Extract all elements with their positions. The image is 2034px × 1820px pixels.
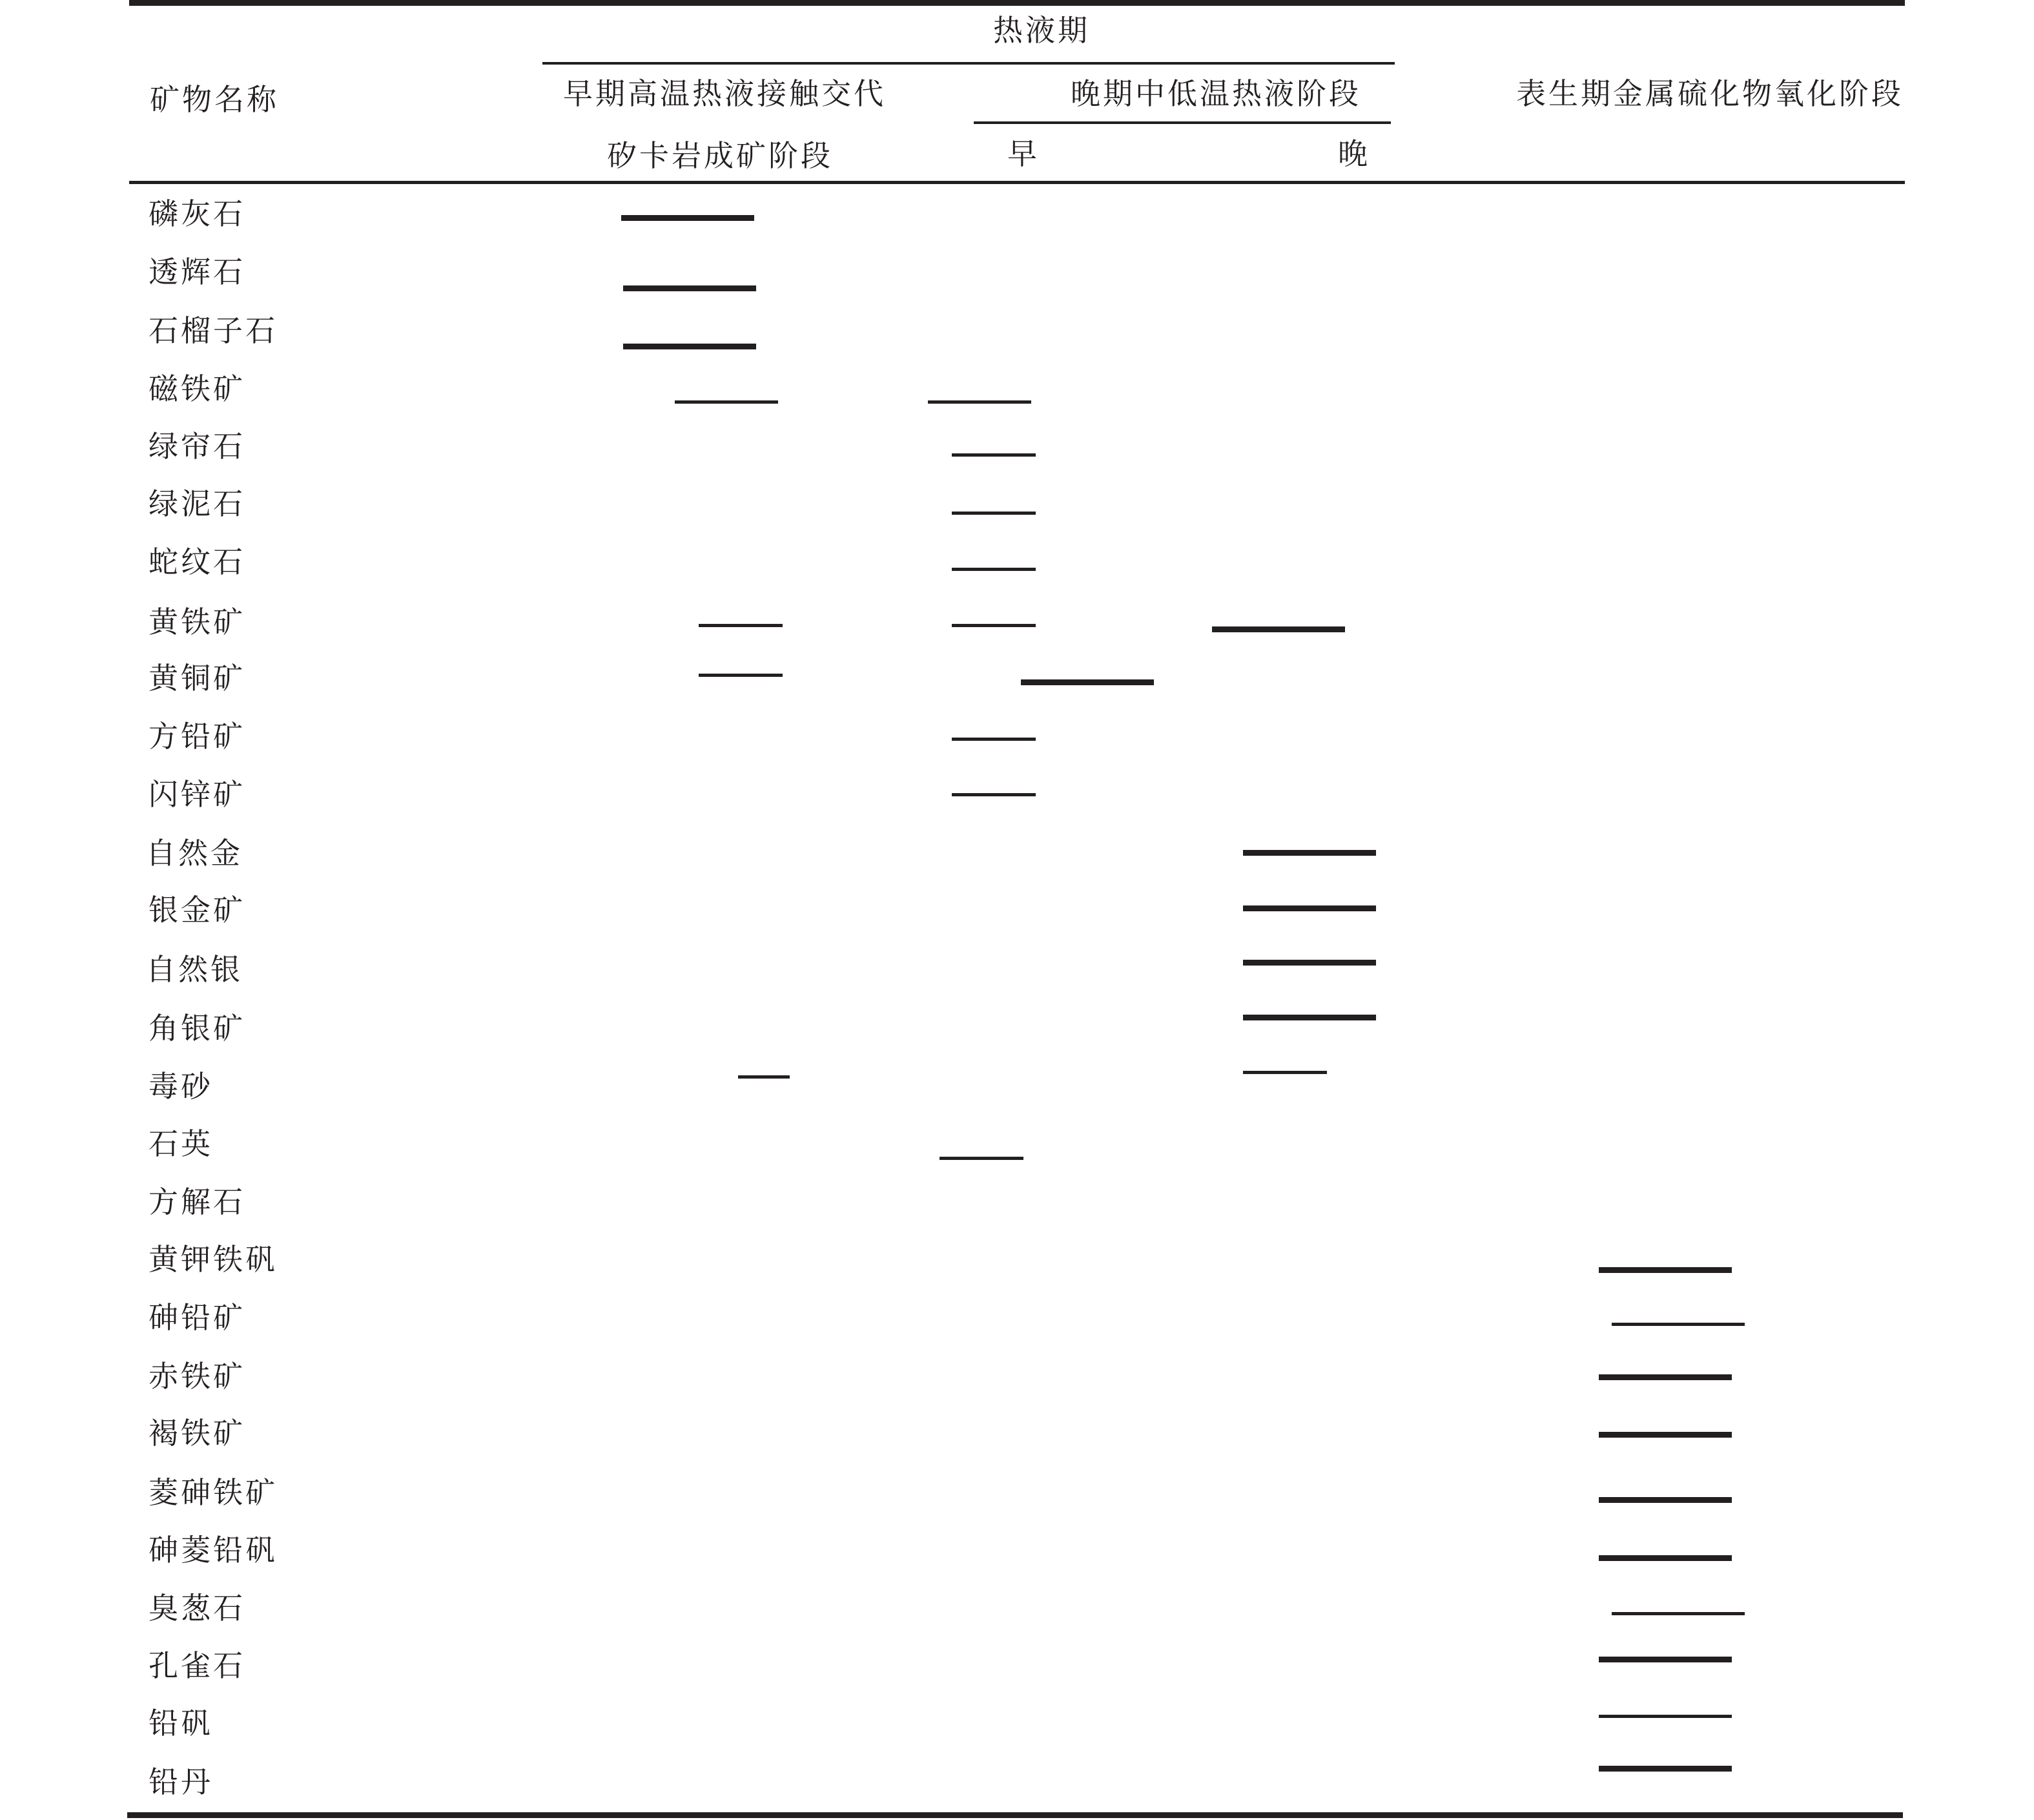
late-stage-early-label: 早 — [1007, 136, 1040, 171]
table-bottom-rule — [127, 1812, 1903, 1818]
duration-mark — [738, 1075, 790, 1079]
duration-mark — [1612, 1323, 1745, 1326]
duration-mark — [699, 624, 783, 627]
mineral-name: 磁铁矿 — [149, 371, 245, 406]
duration-mark — [1599, 1766, 1732, 1772]
mineral-name: 角银矿 — [149, 1011, 245, 1046]
duration-mark — [621, 215, 754, 221]
mineral-name-heading: 矿物名称 — [150, 82, 279, 117]
duration-mark — [1599, 1432, 1732, 1438]
mineral-name: 黄铁矿 — [149, 605, 245, 639]
mineral-name: 菱砷铁矿 — [149, 1475, 278, 1510]
mineral-name: 透辉石 — [149, 254, 245, 289]
mineral-name: 绿泥石 — [149, 486, 245, 521]
duration-mark — [952, 624, 1036, 627]
mineral-name: 方铅矿 — [149, 719, 245, 754]
duration-mark — [1243, 850, 1376, 856]
duration-mark — [1021, 679, 1154, 685]
mineral-name: 石英 — [149, 1126, 213, 1161]
mineral-name: 方解石 — [149, 1184, 245, 1219]
duration-mark — [1243, 1015, 1376, 1020]
mineral-name: 自然银 — [146, 952, 243, 987]
hydrothermal-span-rule — [542, 62, 1395, 65]
mineral-name: 自然金 — [146, 836, 243, 871]
early-stage-heading-line1: 早期高温热液接触交代 — [563, 76, 886, 111]
late-stage-late-label: 晚 — [1338, 136, 1370, 171]
duration-mark — [699, 674, 783, 677]
mineral-name: 黄钾铁矾 — [149, 1242, 278, 1277]
duration-mark — [1243, 960, 1376, 966]
duration-mark — [928, 400, 1031, 404]
early-stage-heading-line2: 矽卡岩成矿阶段 — [607, 138, 833, 173]
duration-mark — [1599, 1374, 1732, 1380]
mineral-name: 臭葱石 — [149, 1591, 245, 1626]
duration-mark — [1599, 1657, 1732, 1662]
duration-mark — [1243, 1071, 1327, 1074]
duration-mark — [623, 344, 756, 349]
duration-mark — [952, 738, 1036, 741]
duration-mark — [675, 400, 778, 404]
duration-mark — [1212, 626, 1345, 632]
mineral-name: 铅矾 — [149, 1706, 213, 1741]
mineral-name: 砷铅矿 — [149, 1300, 245, 1335]
duration-mark — [952, 453, 1036, 457]
duration-mark — [952, 568, 1036, 571]
duration-mark — [1243, 905, 1376, 911]
mineral-name: 石榴子石 — [149, 313, 278, 348]
duration-mark — [1599, 1555, 1732, 1561]
header-bottom-rule — [129, 181, 1905, 184]
duration-mark — [1599, 1267, 1732, 1273]
duration-mark — [1612, 1612, 1745, 1615]
duration-mark — [940, 1157, 1023, 1160]
mineral-name: 蛇纹石 — [149, 544, 245, 579]
duration-mark — [623, 285, 756, 291]
mineral-name: 银金矿 — [149, 893, 245, 927]
late-stage-heading: 晚期中低温热液阶段 — [1071, 76, 1361, 111]
mineral-name: 黄铜矿 — [149, 661, 245, 696]
mineral-name: 铅丹 — [149, 1764, 213, 1799]
duration-mark — [1599, 1715, 1732, 1718]
late-stage-span-rule — [974, 121, 1391, 124]
mineral-name: 磷灰石 — [149, 196, 245, 231]
mineral-name: 毒砂 — [149, 1069, 213, 1104]
duration-mark — [1599, 1497, 1732, 1503]
table-top-rule — [129, 0, 1905, 6]
duration-mark — [952, 793, 1036, 796]
duration-mark — [952, 512, 1036, 515]
mineral-name: 砷菱铅矾 — [149, 1533, 278, 1567]
mineral-name: 绿帘石 — [149, 429, 245, 464]
mineral-name: 褐铁矿 — [149, 1416, 245, 1451]
mineral-name: 赤铁矿 — [149, 1359, 245, 1394]
hydrothermal-period-heading: 热液期 — [993, 13, 1090, 48]
mineral-name: 孔雀石 — [149, 1648, 245, 1683]
supergene-stage-heading: 表生期金属硫化物氧化阶段 — [1516, 76, 1904, 111]
mineral-name: 闪锌矿 — [149, 777, 245, 812]
